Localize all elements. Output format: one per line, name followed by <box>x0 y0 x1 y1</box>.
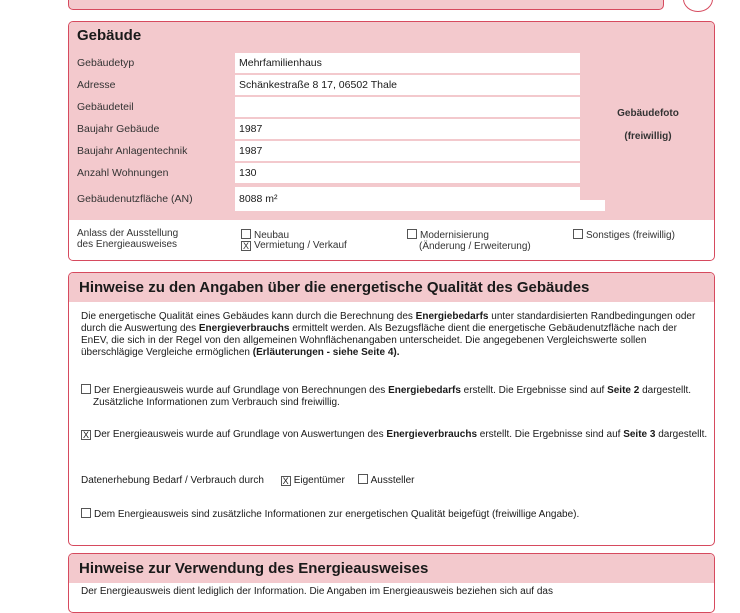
datenerhebung-label: Datenerhebung Bedarf / Verbrauch durch <box>81 475 264 486</box>
label-anzahl-wohnungen: Anzahl Wohnungen <box>77 167 169 179</box>
hinweise-section <box>68 272 715 546</box>
verwendung-section <box>68 553 715 613</box>
option-vermietung[interactable] <box>241 240 347 251</box>
previous-section-border <box>68 0 664 10</box>
verwendung-text: Der Energieausweis dient lediglich der Information. Die Angaben im Energieausweis beziehen sich auf das <box>81 586 553 597</box>
page-marker-circle <box>683 0 713 12</box>
checkbox-modernisierung[interactable] <box>407 229 417 239</box>
checkbox-verbrauch[interactable]: X <box>82 430 89 440</box>
verbrauch-bold-2: Seite 3 <box>623 429 656 440</box>
anlass-label <box>77 228 227 250</box>
anlass-row <box>69 220 715 260</box>
intro-bold-1: Energiebedarfs <box>415 311 489 322</box>
option-sonstiges-label: Sonstiges (freiwillig) <box>586 230 675 241</box>
verbrauch-text-1: Der Energieausweis wurde auf Grundlage von Auswertungen des <box>94 429 387 440</box>
value-gebaeudenutzflaeche: 8088 m² <box>235 187 605 211</box>
value-gebaeudeteil <box>235 97 580 117</box>
zusatz-text: Dem Energieausweis sind zusätzliche Informationen zur energetischen Qualität beigefügt (freiwillige Angabe). <box>94 509 580 520</box>
label-adresse: Adresse <box>77 79 116 91</box>
value-baujahr-gebaeude: 1987 <box>235 119 580 139</box>
option-verbrauch <box>81 429 715 441</box>
option-bedarf <box>81 383 715 409</box>
option-zusatz <box>81 507 715 521</box>
bedarf-text-1: Der Energieausweis wurde auf Grundlage von Berechnungen des <box>94 385 389 396</box>
value-adresse: Schänkestraße 8 17, 06502 Thale <box>235 75 580 95</box>
gebaeude-title: Gebäude <box>69 22 714 49</box>
value-baujahr-anlagentechnik: 1987 <box>235 141 580 161</box>
label-gebaeudenutzflaeche: Gebäudenutzfläche (AN) <box>77 193 193 205</box>
gebaeude-section <box>68 21 715 261</box>
verbrauch-bold-1: Energieverbrauchs <box>386 429 478 440</box>
checkbox-eigentuemer[interactable]: X <box>282 476 289 486</box>
verbrauch-text-2: erstellt. Die Ergebnisse sind auf <box>477 429 624 440</box>
bedarf-text-2: erstellt. Die Ergebnisse sind auf <box>460 385 608 396</box>
option-modernisierung[interactable] <box>407 228 531 252</box>
bedarf-text-3: dargestellt. Zusätzliche Informationen zum Verbrauch sind freiwillig. <box>93 385 692 408</box>
option-sonstiges[interactable] <box>573 228 675 241</box>
value-anzahl-wohnungen: 130 <box>235 163 580 183</box>
checkbox-zusatz[interactable] <box>81 508 91 518</box>
gebaeudefoto-placeholder <box>580 52 715 200</box>
checkbox-sonstiges[interactable] <box>573 229 583 239</box>
gebaeudefoto-sub: (freiwillig) <box>624 131 672 142</box>
checkbox-neubau[interactable] <box>241 229 251 239</box>
label-gebaeudetyp: Gebäudetyp <box>77 57 135 69</box>
checkbox-aussteller[interactable] <box>358 474 368 484</box>
value-gebaeudetyp: Mehrfamilienhaus <box>235 53 580 73</box>
intro-text-2: unter standardisierten Randbedingungen oder durch die Auswertung des <box>81 311 696 334</box>
anlass-label-line1: Anlass der Ausstellung <box>77 228 179 239</box>
aussteller-label: Aussteller <box>370 475 415 486</box>
intro-text-1: Die energetische Qualität eines Gebäudes kann durch die Berechnung des <box>81 311 416 322</box>
checkbox-bedarf[interactable] <box>81 384 91 394</box>
option-modernisierung-sub: (Änderung / Erweiterung) <box>419 241 531 252</box>
label-baujahr-anlagentechnik: Baujahr Anlagentechnik <box>77 145 188 157</box>
label-baujahr-gebaeude: Baujahr Gebäude <box>77 123 160 135</box>
intro-bold-3: (Erläuterungen - siehe Seite 4). <box>252 347 400 358</box>
intro-text-3: ermittelt werden. Als Bezugsfläche dient die energetische Gebäudenutzfläche nach der EnEV, die sich in der Regel von den allgemeinen Wohnflächenangaben unterscheidet. Die angegebenen Vergleichswerte sollen überschlägige Vergleiche ermöglichen <box>81 323 677 358</box>
eigentuemer-label: Eigentümer <box>293 475 345 486</box>
option-modernisierung-label: Modernisierung <box>420 230 489 241</box>
verwendung-title: Hinweise zur Verwendung des Energieausweises <box>69 554 714 583</box>
datenerhebung-row <box>81 473 706 487</box>
option-eigentuemer[interactable] <box>281 475 345 486</box>
label-gebaeudeteil: Gebäudeteil <box>77 101 134 113</box>
hinweise-title: Hinweise zu den Angaben über die energetische Qualität des Gebäudes <box>69 273 714 302</box>
anlass-label-line2: des Energieausweises <box>77 239 178 250</box>
intro-bold-2: Energieverbrauchs <box>198 323 290 334</box>
verbrauch-text-3: dargestellt. <box>655 429 708 440</box>
gebaeudefoto-label: Gebäudefoto <box>617 108 679 119</box>
option-vermietung-label: Vermietung / Verkauf <box>254 240 347 251</box>
option-neubau-label: Neubau <box>254 230 290 241</box>
checkbox-vermietung[interactable]: X <box>242 241 249 251</box>
bedarf-bold-2: Seite 2 <box>607 385 640 396</box>
hinweise-intro <box>81 311 706 359</box>
bedarf-bold-1: Energiebedarfs <box>388 385 461 396</box>
option-aussteller[interactable] <box>358 475 415 486</box>
